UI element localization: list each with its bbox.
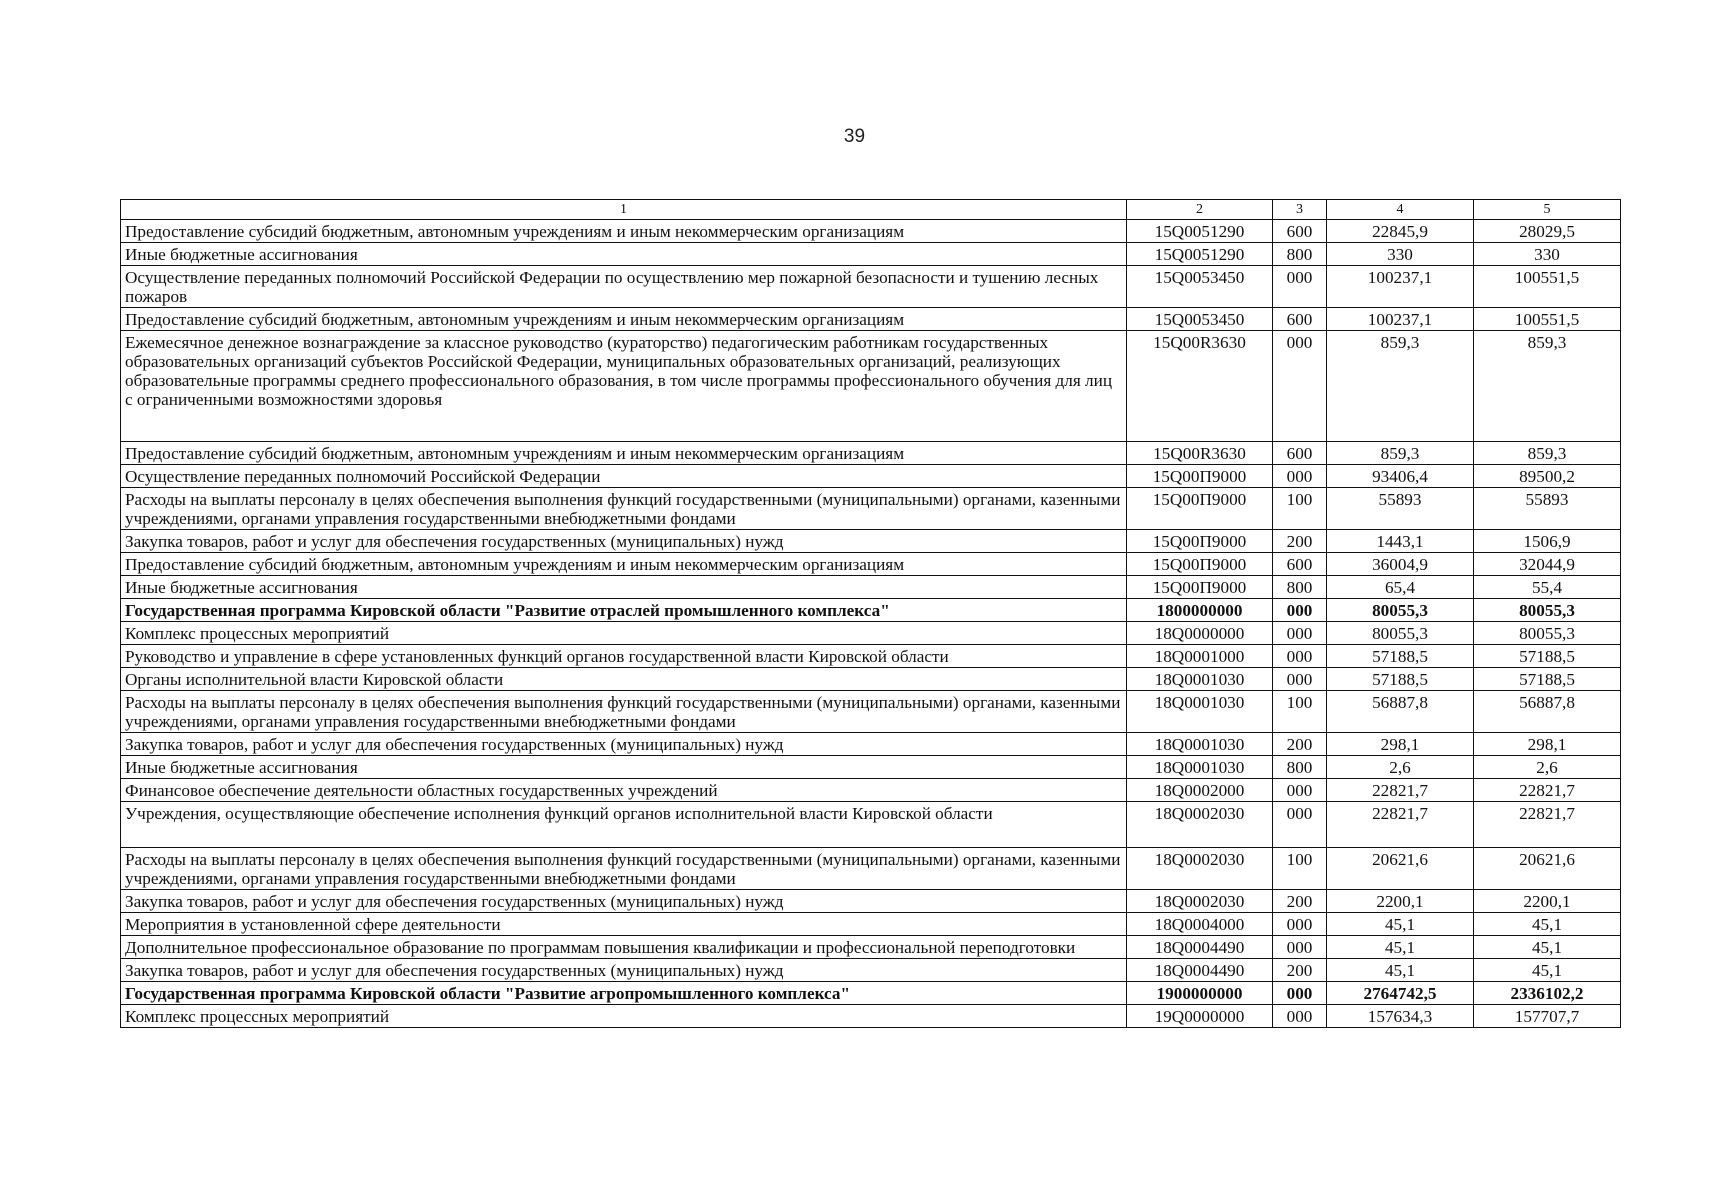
row-name-cell: Дополнительное профессиональное образование по программам повышения квалификации и профессиональной переподготовки — [121, 936, 1127, 959]
row-expense-type-cell: 200 — [1273, 733, 1327, 756]
row-code-cell: 15Q00R3630 — [1127, 331, 1273, 442]
row-name-cell: Иные бюджетные ассигнования — [121, 243, 1127, 266]
row-expense-type-cell: 000 — [1273, 982, 1327, 1005]
row-code-cell: 18Q0004490 — [1127, 959, 1273, 982]
row-expense-type-cell: 200 — [1273, 530, 1327, 553]
row-value-year1-cell: 100237,1 — [1327, 308, 1474, 331]
row-value-year1-cell: 57188,5 — [1327, 668, 1474, 691]
row-expense-type-cell: 000 — [1273, 622, 1327, 645]
header-col-1: 1 — [121, 200, 1127, 220]
row-value-year2-cell: 100551,5 — [1474, 266, 1621, 308]
row-expense-type-cell: 600 — [1273, 442, 1327, 465]
row-name-cell: Органы исполнительной власти Кировской области — [121, 668, 1127, 691]
row-value-year1-cell: 80055,3 — [1327, 599, 1474, 622]
row-value-year2-cell: 45,1 — [1474, 959, 1621, 982]
row-value-year2-cell: 1506,9 — [1474, 530, 1621, 553]
row-value-year1-cell: 45,1 — [1327, 936, 1474, 959]
table-row — [121, 982, 1621, 1005]
table-row — [121, 266, 1621, 308]
row-value-year1-cell: 65,4 — [1327, 576, 1474, 599]
row-code-cell: 15Q00П9000 — [1127, 553, 1273, 576]
table-row — [121, 890, 1621, 913]
row-code-cell: 15Q00П9000 — [1127, 488, 1273, 530]
row-name-cell: Закупка товаров, работ и услуг для обеспечения государственных (муниципальных) нужд — [121, 959, 1127, 982]
table-row — [121, 308, 1621, 331]
table-row — [121, 756, 1621, 779]
row-code-cell: 18Q0004490 — [1127, 936, 1273, 959]
table-row — [121, 599, 1621, 622]
table-row — [121, 779, 1621, 802]
row-value-year1-cell: 22821,7 — [1327, 802, 1474, 848]
page-number: 39 — [843, 126, 866, 147]
row-value-year1-cell: 56887,8 — [1327, 691, 1474, 733]
row-name-cell: Предоставление субсидий бюджетным, автономным учреждениям и иным некоммерческим организациям — [121, 220, 1127, 243]
table-row — [121, 488, 1621, 530]
row-name-cell: Расходы на выплаты персоналу в целях обеспечения выполнения функций государственными (муниципальными) органами, казенными учреждениями, органами управления государственными внебюджетными фондами — [121, 488, 1127, 530]
row-value-year1-cell: 1443,1 — [1327, 530, 1474, 553]
row-code-cell: 15Q0053450 — [1127, 266, 1273, 308]
row-value-year2-cell: 100551,5 — [1474, 308, 1621, 331]
row-name-cell: Комплекс процессных мероприятий — [121, 622, 1127, 645]
row-value-year2-cell: 55893 — [1474, 488, 1621, 530]
row-code-cell: 15Q00П9000 — [1127, 465, 1273, 488]
row-value-year2-cell: 330 — [1474, 243, 1621, 266]
row-name-cell: Руководство и управление в сфере установленных функций органов государственной власти Кировской области — [121, 645, 1127, 668]
table-row — [121, 576, 1621, 599]
row-name-cell: Закупка товаров, работ и услуг для обеспечения государственных (муниципальных) нужд — [121, 733, 1127, 756]
row-expense-type-cell: 100 — [1273, 848, 1327, 890]
table-row — [121, 220, 1621, 243]
row-name-cell: Предоставление субсидий бюджетным, автономным учреждениям и иным некоммерческим организациям — [121, 308, 1127, 331]
header-col-4: 4 — [1327, 200, 1474, 220]
row-code-cell: 15Q00П9000 — [1127, 530, 1273, 553]
row-value-year1-cell: 22821,7 — [1327, 779, 1474, 802]
row-code-cell: 18Q0001030 — [1127, 733, 1273, 756]
table-row — [121, 243, 1621, 266]
row-code-cell: 15Q0051290 — [1127, 243, 1273, 266]
row-value-year2-cell: 28029,5 — [1474, 220, 1621, 243]
row-expense-type-cell: 800 — [1273, 243, 1327, 266]
header-col-5: 5 — [1474, 200, 1621, 220]
row-expense-type-cell: 000 — [1273, 645, 1327, 668]
row-value-year1-cell: 22845,9 — [1327, 220, 1474, 243]
row-code-cell: 15Q0053450 — [1127, 308, 1273, 331]
row-value-year1-cell: 80055,3 — [1327, 622, 1474, 645]
row-code-cell: 15Q0051290 — [1127, 220, 1273, 243]
row-expense-type-cell: 000 — [1273, 913, 1327, 936]
row-name-cell: Государственная программа Кировской области "Развитие отраслей промышленного комплекса" — [121, 599, 1127, 622]
row-code-cell: 18Q0001030 — [1127, 756, 1273, 779]
row-expense-type-cell: 800 — [1273, 576, 1327, 599]
row-value-year1-cell: 93406,4 — [1327, 465, 1474, 488]
row-code-cell: 18Q0004000 — [1127, 913, 1273, 936]
row-value-year2-cell: 45,1 — [1474, 936, 1621, 959]
table-row — [121, 645, 1621, 668]
row-expense-type-cell: 000 — [1273, 266, 1327, 308]
row-name-cell: Закупка товаров, работ и услуг для обеспечения государственных (муниципальных) нужд — [121, 530, 1127, 553]
row-value-year2-cell: 22821,7 — [1474, 779, 1621, 802]
row-name-cell: Финансовое обеспечение деятельности областных государственных учреждений — [121, 779, 1127, 802]
row-code-cell: 19Q0000000 — [1127, 1005, 1273, 1028]
row-value-year2-cell: 22821,7 — [1474, 802, 1621, 848]
row-code-cell: 18Q0002030 — [1127, 848, 1273, 890]
row-value-year2-cell: 56887,8 — [1474, 691, 1621, 733]
row-value-year1-cell: 55893 — [1327, 488, 1474, 530]
row-name-cell: Комплекс процессных мероприятий — [121, 1005, 1127, 1028]
table-row — [121, 733, 1621, 756]
table-row — [121, 913, 1621, 936]
row-value-year2-cell: 89500,2 — [1474, 465, 1621, 488]
row-code-cell: 1800000000 — [1127, 599, 1273, 622]
row-value-year1-cell: 157634,3 — [1327, 1005, 1474, 1028]
row-code-cell: 1900000000 — [1127, 982, 1273, 1005]
table-row — [121, 848, 1621, 890]
table-row — [121, 1005, 1621, 1028]
table-row — [121, 530, 1621, 553]
row-expense-type-cell: 000 — [1273, 331, 1327, 442]
row-value-year2-cell: 859,3 — [1474, 331, 1621, 442]
row-value-year1-cell: 45,1 — [1327, 913, 1474, 936]
row-expense-type-cell: 000 — [1273, 1005, 1327, 1028]
row-value-year1-cell: 298,1 — [1327, 733, 1474, 756]
row-expense-type-cell: 000 — [1273, 465, 1327, 488]
row-value-year2-cell: 55,4 — [1474, 576, 1621, 599]
row-name-cell: Осуществление переданных полномочий Российской Федерации по осуществлению мер пожарной безопасности и тушению лесных пожаров — [121, 266, 1127, 308]
row-name-cell: Иные бюджетные ассигнования — [121, 756, 1127, 779]
row-value-year1-cell: 45,1 — [1327, 959, 1474, 982]
row-value-year1-cell: 330 — [1327, 243, 1474, 266]
row-code-cell: 15Q00П9000 — [1127, 576, 1273, 599]
row-value-year1-cell: 57188,5 — [1327, 645, 1474, 668]
row-value-year1-cell: 859,3 — [1327, 331, 1474, 442]
row-name-cell: Учреждения, осуществляющие обеспечение исполнения функций органов исполнительной власти Кировской области — [121, 802, 1127, 848]
table-row — [121, 331, 1621, 442]
row-value-year1-cell: 100237,1 — [1327, 266, 1474, 308]
table-row — [121, 936, 1621, 959]
row-expense-type-cell: 000 — [1273, 779, 1327, 802]
row-expense-type-cell: 100 — [1273, 488, 1327, 530]
row-code-cell: 18Q0001000 — [1127, 645, 1273, 668]
row-value-year2-cell: 57188,5 — [1474, 645, 1621, 668]
row-value-year2-cell: 32044,9 — [1474, 553, 1621, 576]
row-name-cell: Предоставление субсидий бюджетным, автономным учреждениям и иным некоммерческим организациям — [121, 553, 1127, 576]
row-value-year2-cell: 859,3 — [1474, 442, 1621, 465]
row-name-cell: Расходы на выплаты персоналу в целях обеспечения выполнения функций государственными (муниципальными) органами, казенными учреждениями, органами управления государственными внебюджетными фондами — [121, 691, 1127, 733]
table-row — [121, 465, 1621, 488]
header-col-3: 3 — [1273, 200, 1327, 220]
row-value-year2-cell: 298,1 — [1474, 733, 1621, 756]
row-expense-type-cell: 000 — [1273, 936, 1327, 959]
row-value-year1-cell: 2764742,5 — [1327, 982, 1474, 1005]
row-code-cell: 18Q0002000 — [1127, 779, 1273, 802]
table-row — [121, 622, 1621, 645]
row-code-cell: 15Q00R3630 — [1127, 442, 1273, 465]
row-expense-type-cell: 600 — [1273, 220, 1327, 243]
row-expense-type-cell: 200 — [1273, 890, 1327, 913]
row-name-cell: Ежемесячное денежное вознаграждение за классное руководство (кураторство) педагогическим работникам государственных образовательных организаций субъектов Российской Федерации, муниципальных образовательных организаций, реализующих образовательные программы среднего профессионального образования, в том числе программы профессионального обучения для лиц с ограниченными возможностями здоровья — [121, 331, 1127, 442]
row-value-year2-cell: 80055,3 — [1474, 599, 1621, 622]
row-value-year2-cell: 57188,5 — [1474, 668, 1621, 691]
row-name-cell: Иные бюджетные ассигнования — [121, 576, 1127, 599]
row-value-year2-cell: 45,1 — [1474, 913, 1621, 936]
row-value-year2-cell: 2200,1 — [1474, 890, 1621, 913]
header-col-2: 2 — [1127, 200, 1273, 220]
row-expense-type-cell: 000 — [1273, 599, 1327, 622]
row-value-year1-cell: 2,6 — [1327, 756, 1474, 779]
row-value-year1-cell: 36004,9 — [1327, 553, 1474, 576]
row-name-cell: Предоставление субсидий бюджетным, автономным учреждениям и иным некоммерческим организациям — [121, 442, 1127, 465]
row-code-cell: 18Q0001030 — [1127, 668, 1273, 691]
row-name-cell: Закупка товаров, работ и услуг для обеспечения государственных (муниципальных) нужд — [121, 890, 1127, 913]
row-name-cell: Мероприятия в установленной сфере деятельности — [121, 913, 1127, 936]
row-code-cell: 18Q0002030 — [1127, 802, 1273, 848]
row-value-year2-cell: 20621,6 — [1474, 848, 1621, 890]
table-row — [121, 802, 1621, 848]
table-row — [121, 553, 1621, 576]
row-value-year2-cell: 157707,7 — [1474, 1005, 1621, 1028]
row-name-cell: Государственная программа Кировской области "Развитие агропромышленного комплекса" — [121, 982, 1127, 1005]
row-name-cell: Расходы на выплаты персоналу в целях обеспечения выполнения функций государственными (муниципальными) органами, казенными учреждениями, органами управления государственными внебюджетными фондами — [121, 848, 1127, 890]
row-code-cell: 18Q0001030 — [1127, 691, 1273, 733]
row-code-cell: 18Q0002030 — [1127, 890, 1273, 913]
row-expense-type-cell: 600 — [1273, 308, 1327, 331]
row-value-year2-cell: 80055,3 — [1474, 622, 1621, 645]
budget-table — [120, 199, 1621, 1028]
row-expense-type-cell: 200 — [1273, 959, 1327, 982]
table-row — [121, 668, 1621, 691]
row-value-year2-cell: 2,6 — [1474, 756, 1621, 779]
row-expense-type-cell: 000 — [1273, 802, 1327, 848]
row-name-cell: Осуществление переданных полномочий Российской Федерации — [121, 465, 1127, 488]
row-value-year1-cell: 859,3 — [1327, 442, 1474, 465]
row-value-year2-cell: 2336102,2 — [1474, 982, 1621, 1005]
row-expense-type-cell: 800 — [1273, 756, 1327, 779]
table-header-row — [121, 200, 1621, 220]
row-expense-type-cell: 600 — [1273, 553, 1327, 576]
table-row — [121, 442, 1621, 465]
table-body — [121, 220, 1621, 1028]
row-expense-type-cell: 100 — [1273, 691, 1327, 733]
row-value-year1-cell: 2200,1 — [1327, 890, 1474, 913]
table-row — [121, 691, 1621, 733]
table-row — [121, 959, 1621, 982]
row-code-cell: 18Q0000000 — [1127, 622, 1273, 645]
row-value-year1-cell: 20621,6 — [1327, 848, 1474, 890]
row-expense-type-cell: 000 — [1273, 668, 1327, 691]
